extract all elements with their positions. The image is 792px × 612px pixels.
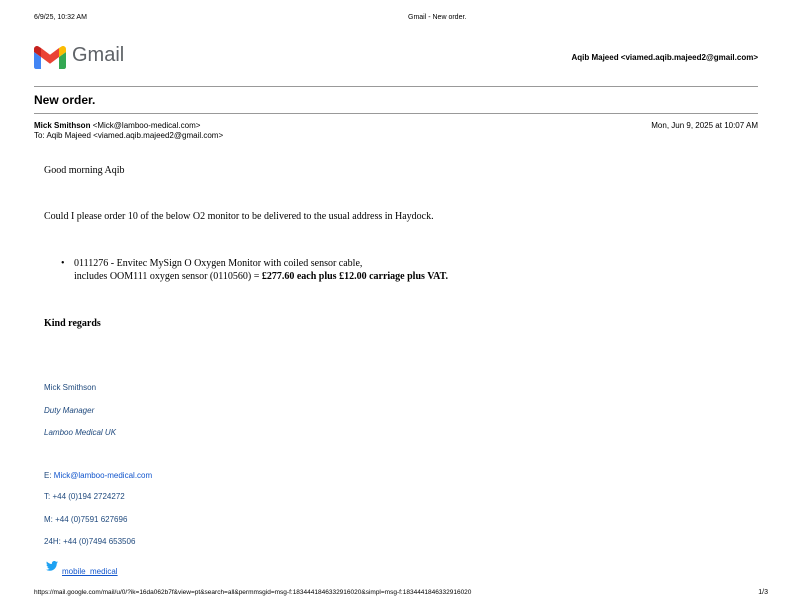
twitter-link[interactable]: mobile_medical — [62, 567, 118, 576]
message-to: To: Aqib Majeed <viamed.aqib.majeed2@gmail.com> — [34, 131, 224, 140]
message-from — [34, 121, 200, 130]
item-line-1: 0111276 - Envitec MySign O Oxygen Monitor with coiled sensor cable, — [74, 258, 363, 269]
signature-email-prefix: E: — [44, 471, 54, 480]
message-date: Mon, Jun 9, 2025 at 10:07 AM — [651, 121, 758, 130]
signature-mobile: M: +44 (0)7591 627696 — [44, 515, 128, 524]
signature-24h: 24H: +44 (0)7494 653506 — [44, 537, 136, 546]
divider — [34, 113, 758, 114]
item-price: £277.60 each plus £12.00 carriage plus VAT. — [261, 271, 449, 282]
twitter-bird-icon[interactable] — [46, 561, 58, 571]
message-subject: New order. — [34, 93, 96, 107]
gmail-m-icon — [34, 44, 66, 70]
body-closing: Kind regards — [44, 318, 101, 329]
divider — [34, 86, 758, 87]
signature-role: Duty Manager — [44, 406, 95, 415]
item-line-2-text: includes OOM111 oxygen sensor (0110560) = — [74, 271, 262, 282]
gmail-wordmark: Gmail — [72, 44, 125, 66]
print-datetime: 6/9/25, 10:32 AM — [34, 14, 87, 21]
signature-email-link[interactable]: Mick@lamboo-medical.com — [53, 471, 153, 480]
signature-email-row — [44, 471, 152, 480]
bullet-dot: • — [61, 258, 65, 269]
sender-name: Mick Smithson — [34, 121, 91, 130]
print-url: https://mail.google.com/mail/u/0/?ik=16da062b7f&view=pt&search=all&permmsgid=msg-f:1834441846332916020&simpl=msg-f:1834441846332916020 — [34, 589, 472, 596]
print-title: Gmail - New order. — [408, 14, 467, 21]
item-line-2 — [74, 271, 448, 282]
page-number: 1/3 — [758, 589, 768, 596]
sender-email: <Mick@lamboo-medical.com> — [92, 121, 201, 130]
account-label: Aqib Majeed <viamed.aqib.majeed2@gmail.com> — [571, 53, 758, 62]
signature-phone: T: +44 (0)194 2724272 — [44, 492, 125, 501]
signature-company: Lamboo Medical UK — [44, 428, 117, 437]
body-request: Could I please order 10 of the below O2 monitor to be delivered to the usual address in Haydock. — [44, 211, 434, 222]
body-greeting: Good morning Aqib — [44, 165, 125, 176]
signature-name: Mick Smithson — [44, 383, 97, 392]
